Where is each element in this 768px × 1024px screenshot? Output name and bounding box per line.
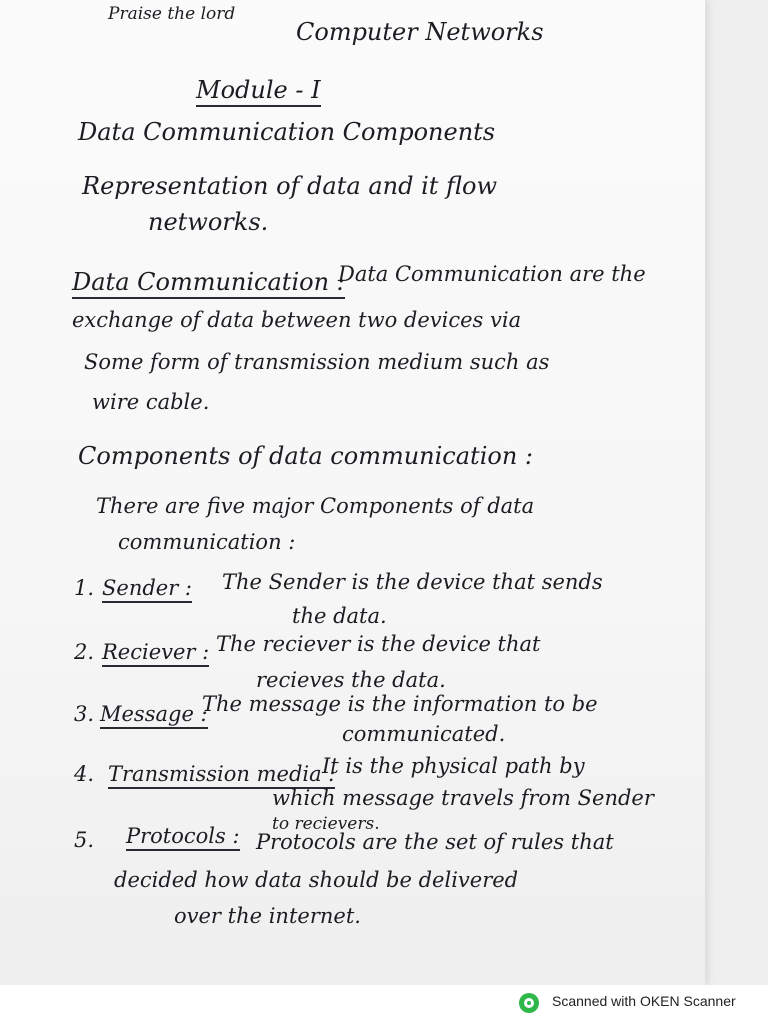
page-title: Computer Networks: [296, 18, 544, 46]
components-intro-2: communication :: [118, 530, 296, 554]
item-1-term: Sender :: [102, 576, 192, 603]
topic-line-1: Data Communication Components: [78, 118, 496, 146]
item-5-text-2: decided how data should be delivered: [114, 868, 519, 892]
definition-line-1: Data Communication are the: [338, 262, 646, 286]
item-4-text-2: which message travels from Sender: [272, 786, 654, 810]
definition-line-2: exchange of data between two devices via: [72, 308, 522, 332]
item-1-text-1: The Sender is the device that sends: [222, 570, 603, 594]
item-2-text-2: recieves the data.: [256, 668, 446, 692]
item-3-term: Message :: [100, 702, 208, 729]
item-2-text-1: The reciever is the device that: [216, 632, 541, 656]
module-heading: Module - I: [196, 76, 321, 107]
top-note: Praise the lord: [108, 4, 236, 24]
oken-scanner-logo-icon: [519, 993, 539, 1013]
item-1-number: 1.: [74, 576, 95, 600]
item-3-text-1: The message is the information to be: [202, 692, 598, 716]
item-1-text-2: the data.: [292, 604, 387, 628]
topic-line-2a: Representation of data and it flow: [82, 172, 498, 200]
item-5-text-3: over the internet.: [174, 904, 361, 928]
item-5-term: Protocols :: [126, 824, 240, 851]
item-2-term: Reciever :: [102, 640, 209, 667]
definition-term: Data Communication :: [72, 268, 345, 299]
components-intro-1: There are five major Components of data: [96, 494, 535, 518]
item-4-term: Transmission media :: [108, 762, 335, 789]
topic-line-2b: networks.: [148, 208, 269, 236]
components-heading: Components of data communication :: [78, 442, 533, 470]
definition-line-4: wire cable.: [92, 390, 210, 414]
item-3-number: 3.: [74, 702, 95, 726]
item-4-number: 4.: [74, 762, 95, 786]
definition-line-3: Some form of transmission medium such as: [84, 350, 550, 374]
scanner-watermark-text: Scanned with OKEN Scanner: [552, 993, 736, 1009]
item-4-text-3: to recievers.: [272, 814, 380, 834]
item-3-text-2: communicated.: [342, 722, 506, 746]
item-5-number: 5.: [74, 828, 95, 852]
item-2-number: 2.: [74, 640, 95, 664]
item-4-text-1: It is the physical path by: [322, 754, 585, 778]
item-5-text-1: Protocols are the set of rules that: [256, 830, 614, 854]
